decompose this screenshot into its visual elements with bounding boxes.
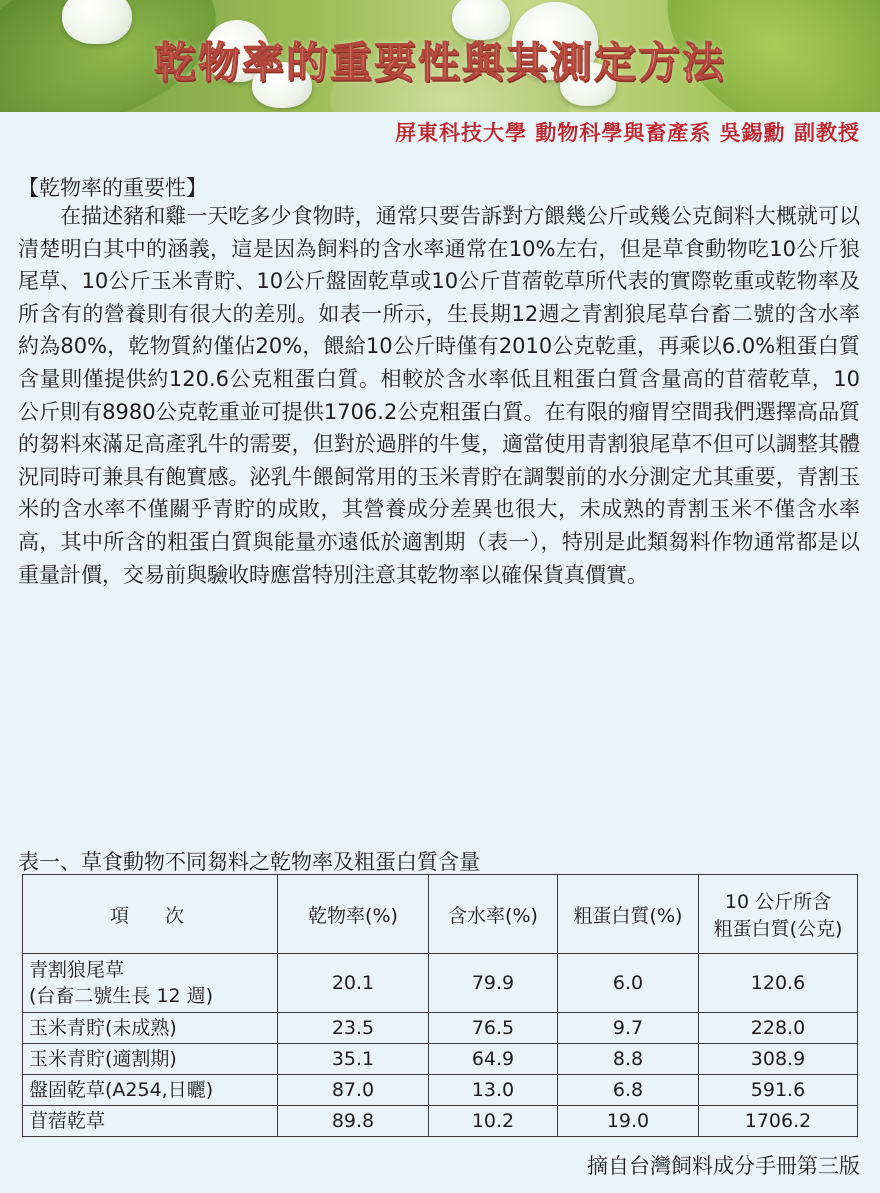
row-name: 盤固乾草(A254,日曬) (23, 1075, 278, 1106)
header-item: 項次 (23, 875, 278, 954)
cell-dry-matter: 23.5 (278, 1013, 429, 1044)
cell-cp-grams: 308.9 (699, 1044, 858, 1075)
cell-moisture: 10.2 (429, 1106, 558, 1137)
header-cp-grams-line1: 10 公斤所含 (724, 891, 832, 913)
row-name (23, 954, 278, 1013)
cell-moisture: 13.0 (429, 1075, 558, 1106)
section-heading: 【乾物率的重要性】 (18, 176, 207, 200)
header-cp-grams-line2: 粗蛋白質(公克) (713, 918, 843, 940)
body-paragraph: 在描述豬和雞一天吃多少食物時，通常只要告訴對方餵幾公斤或幾公克飼料大概就可以清楚明白其中的涵義，這是因為飼料的含水率通常在10%左右，但是草食動物吃10公斤狼尾草、10公斤玉米青貯、10公斤盤固乾草或10公斤苜蓿乾草所代表的實際乾重或乾物率及所含有的營養則有很大的差別。如表一所示，生長期12週之青割狼尾草台畜二號的含水率約為80%，乾物質約僅佔20%，餵給10公斤時僅有2010公克乾重，再乘以6.0%粗蛋白質含量則僅提供約120.6公克粗蛋白質。相較於含水率低且粗蛋白質含量高的苜蓿乾草，10公斤則有8980公克乾重並可提供1706.2公克粗蛋白質。在有限的瘤胃空間我們選擇高品質的芻料來滿足高產乳牛的需要，但對於過胖的牛隻，適當使用青割狼尾草不但可以調整其體況同時可兼具有飽實感。泌乳牛餵飼常用的玉米青貯在調製前的水分測定尤其重要，青割玉米的含水率不僅關乎青貯的成敗，其營養成分差異也很大，未成熟的青割玉米不僅含水率高，其中所含的粗蛋白質與能量亦遠低於適割期（表一），特別是此類芻料作物通常都是以重量計價，交易前與驗收時應當特別注意其乾物率以確保貨真價實。 (18, 204, 860, 587)
cell-cp-grams: 228.0 (699, 1013, 858, 1044)
table-header-row (23, 875, 858, 954)
page-title: 乾物率的重要性與其測定方法 (153, 38, 726, 87)
cell-crude-protein: 8.8 (558, 1044, 699, 1075)
header-banner (0, 0, 880, 112)
table-row (23, 1044, 858, 1075)
author-line: 屏東科技大學 動物科學與畜產系 吳錫勳 副教授 (395, 121, 860, 145)
header-dry-matter: 乾物率(%) (278, 875, 429, 954)
cell-dry-matter: 20.1 (278, 954, 429, 1013)
table-row (23, 1013, 858, 1044)
table-caption: 表一、草食動物不同芻料之乾物率及粗蛋白質含量 (18, 850, 480, 874)
cell-moisture: 64.9 (429, 1044, 558, 1075)
source-note: 摘自台灣飼料成分手冊第三版 (587, 1154, 860, 1178)
cell-cp-grams: 591.6 (699, 1075, 858, 1106)
table-row (23, 1075, 858, 1106)
cell-cp-grams: 1706.2 (699, 1106, 858, 1137)
table-row (23, 954, 858, 1013)
cell-crude-protein: 19.0 (558, 1106, 699, 1137)
cell-dry-matter: 35.1 (278, 1044, 429, 1075)
row-name: 玉米青貯(未成熟) (23, 1013, 278, 1044)
header-cp-grams (699, 875, 858, 954)
row-name: 苜蓿乾草 (23, 1106, 278, 1137)
cell-moisture: 79.9 (429, 954, 558, 1013)
cell-dry-matter: 89.8 (278, 1106, 429, 1137)
cell-moisture: 76.5 (429, 1013, 558, 1044)
header-crude-protein-text: 粗蛋白質(%) (573, 904, 683, 927)
row-name-line2: (台畜二號生長 12 週) (29, 985, 214, 1007)
cell-crude-protein: 6.8 (558, 1075, 699, 1106)
table-row (23, 1106, 858, 1137)
forage-table (22, 874, 858, 1137)
header-crude-protein (558, 875, 699, 954)
cell-cp-grams: 120.6 (699, 954, 858, 1013)
cell-crude-protein: 6.0 (558, 954, 699, 1013)
cell-dry-matter: 87.0 (278, 1075, 429, 1106)
cell-crude-protein: 9.7 (558, 1013, 699, 1044)
row-name: 玉米青貯(適割期) (23, 1044, 278, 1075)
row-name-line1: 青割狼尾草 (29, 959, 125, 981)
header-moisture: 含水率(%) (429, 875, 558, 954)
